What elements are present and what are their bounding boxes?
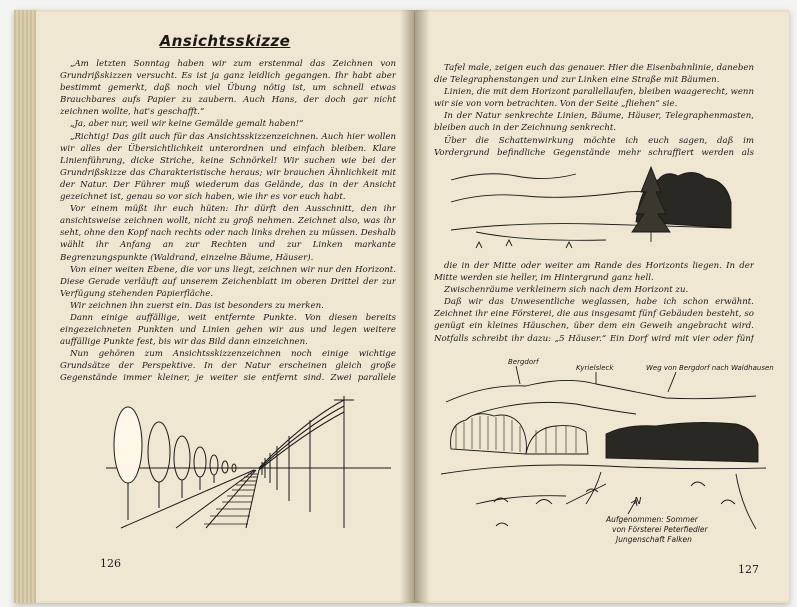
page-number: 126 [100,557,121,570]
sketch-caption-line1: Aufgenommen: Sommer [606,515,698,524]
page-title: Ansichtsskizze [159,32,291,50]
sketch-label-right: Weg von Bergdorf nach Waldhausen [646,364,774,372]
sketch-label-middle: Kyrielsleck [576,364,614,372]
shading-illustration [446,162,736,257]
paragraph: Wir zeichnen ihn zuerst ein. Das ist besonders zu merken. [70,300,324,311]
perspective-illustration [96,390,396,530]
paragraph: die in der Mitte oder weiter am Rande des Horizonts liegen. In der Mitte werden sie heller, im Hintergrund ganz hell. [434,261,754,284]
left-page-text [60,58,396,386]
sketch-caption-line2: von Försterei Peterfiedler [612,525,708,534]
paragraph: Nun gehören zum Ansichtsskizzenzeichnen noch einige wichtige Grundsätze der Perspektive. In der Natur erscheinen gleich große Gegenstände immer kleiner, je weiter sie entfernt sind. Zwei parallele [60,349,396,384]
book-cover-edge [14,10,36,603]
paragraph: Über die Schattenwirkung möchte ich euch sagen, daß im Vordergrund befindliche Gegenstände mehr schraffiert werden als [434,135,754,158]
sketch-label-left: Bergdorf [508,358,539,366]
page-number: 127 [738,563,759,576]
paragraph: Daß wir das Unwesentliche weglassen, habe ich schon erwähnt. Zeichnet ihr eine Försterei, die aus insgesamt fünf Gebäuden besteht, so genügt ein kleines Häuschen, über dem ein Geweih angebracht wird. Notfalls schreibt ihr dazu: „5 Häuser.“ Ein Dorf wird mit vier oder fünf [434,297,754,344]
paragraph: In der Natur senkrechte Linien, Bäume, Häuser, Telegraphenmasten, bleiben auch in der Zeichnung senkrecht. [434,111,754,134]
paragraph: Tafel male, zeigen euch das genauer. Hier die Eisenbahnlinie, daneben die Telegraphenstangen und zur Linken eine Straße mit Bäumen. [434,63,754,86]
paragraph: „Am letzten Sonntag haben wir zum erstenmal das Zeichnen von Grundrißskizzen versucht. Es ist ja ganz leidlich gegangen. Ihr habt aber bestimmt gemerkt, daß noch viel Übung nötig ist, um schnell etwas Brauchbares aufs Papier zu zaubern. Auch Hans, der doch gar nicht zeichnen wollte, hat's geschafft.“ [60,59,396,118]
paragraph: Dann einige auffällige, weit entfernte Punkte. Von diesen bereits eingezeichneten Punkten und Linien gehen wir aus und legen weitere auffällige Punkte fest, bis wir das Bild dann einzeichnen. [60,312,396,348]
paragraph: „Richtig! Das gilt auch für das Ansichtsskizzenzeichnen. Auch hier wollen wir alles der Übersichtlichkeit unterordnen und einfach bleiben. Klare Linienführung, dicke Striche, keine Schnörkel! Wir suchen wie bei der Grundrißskizze das Charakteristische heraus; wir brauchen Ähnlichkeit mit der Natur. Der Führer muß wiederum das Gelände, das in der Ansicht gezeichnet ist, genau so vor sich haben, wie ihr es vor euch habt. [60,131,396,203]
paragraph: Linien, die mit dem Horizont parallellaufen, bleiben waagerecht, wenn wir sie von vorn betrachten. Von der Seite „fliehen“ sie. [434,87,754,110]
right-page-text-top [434,62,754,160]
sketch-caption-line3: Jungenschaft Falken [616,535,692,544]
paragraph: Vor einem müßt ihr euch hüten: Ihr dürft den Ausschnitt, den ihr ansichtsweise zeichnen wollt, nicht zu groß nehmen. Zeichnet also, was ihr seht, ohne den Kopf nach rechts oder nach links drehen zu müssen. Deshalb wählt ihr Anfang an zur Rechten und zur Linken markante Begrenzungspunkte (Waldrand, einzelne Bäume, Häuser). [60,204,396,263]
right-page [416,12,789,601]
paragraph: Von einer weiten Ebene, die vor uns liegt, zeichnen wir nur den Horizont. Diese Gerade verläuft auf unserem Zeichenblatt im oberen Drittel der zur Verfügung stehenden Papierfläche. [60,264,396,299]
right-page-text-middle [434,260,754,346]
north-label: N [634,496,642,507]
paragraph: „Ja, aber nur, weil wir keine Gemälde gemalt haben!“ [70,119,304,130]
open-book [14,10,789,603]
left-page [36,12,415,601]
panorama-sketch [436,354,776,564]
paragraph: Zwischenräume verkleinern sich nach dem Horizont zu. [444,285,689,296]
